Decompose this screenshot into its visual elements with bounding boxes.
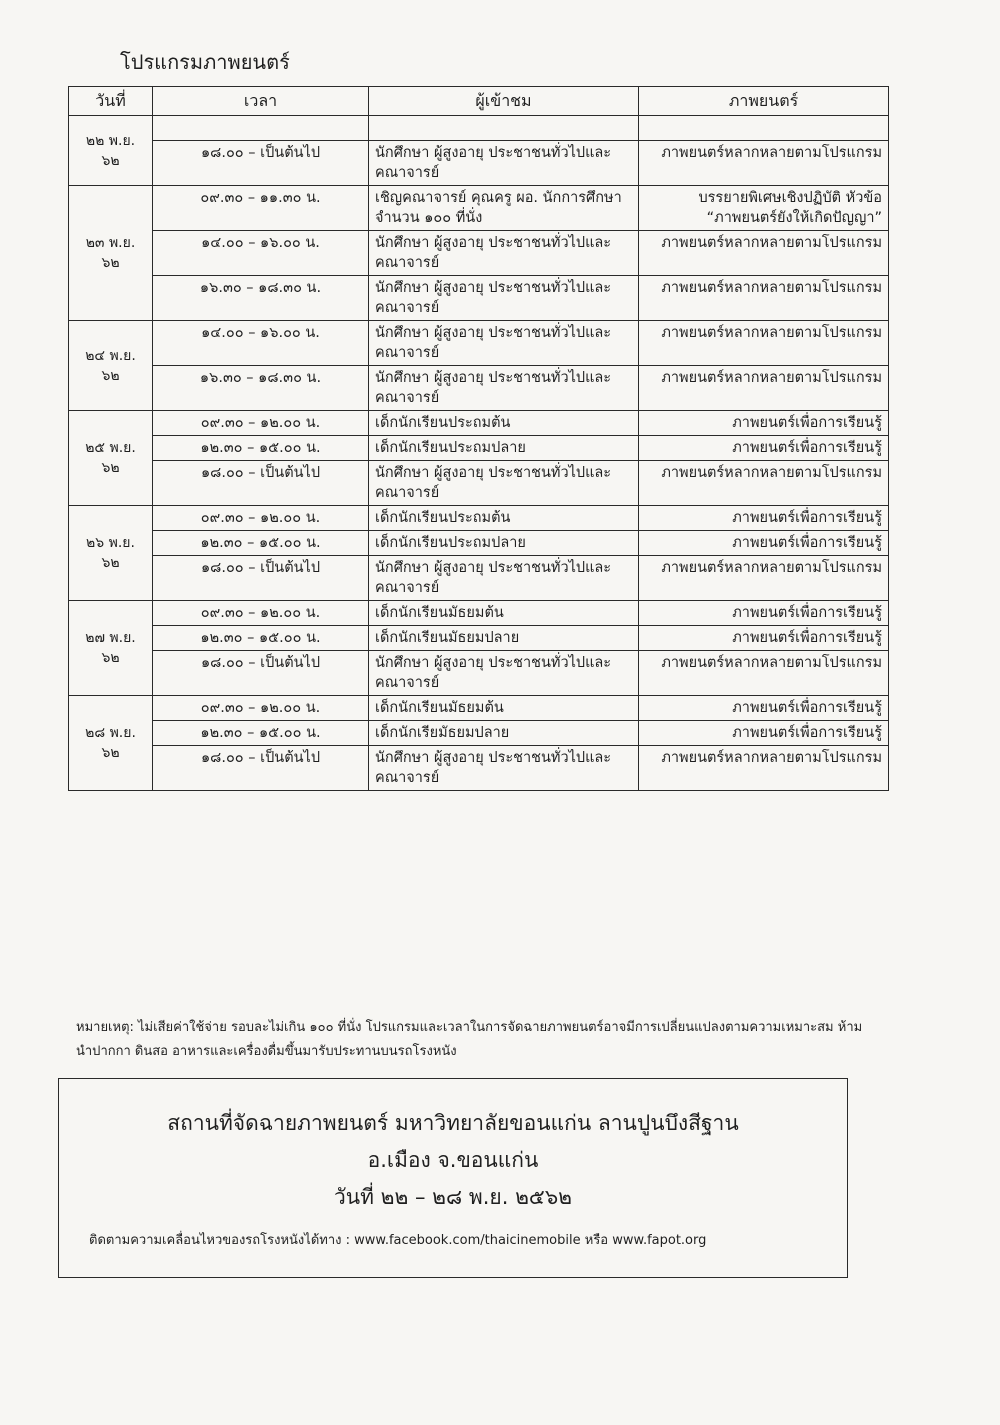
cell-audience: เด็กนักเรียนประถมปลาย	[369, 436, 639, 461]
cell-audience: นักศึกษา ผู้สูงอายุ ประชาชนทั่วไปและคณาจารย์	[369, 651, 639, 696]
schedule-row	[69, 461, 889, 506]
cell-time: ๑๒.๓๐ – ๑๕.๐๐ น.	[153, 626, 369, 651]
cell-audience: นักศึกษา ผู้สูงอายุ ประชาชนทั่วไปและคณาจารย์	[369, 746, 639, 791]
cell-film: ภาพยนตร์เพื่อการเรียนรู้	[639, 531, 889, 556]
cell-time: ๑๒.๓๐ – ๑๕.๐๐ น.	[153, 436, 369, 461]
cell-time: ๑๖.๓๐ – ๑๘.๓๐ น.	[153, 276, 369, 321]
cell-film: ภาพยนตร์เพื่อการเรียนรู้	[639, 696, 889, 721]
schedule-row	[69, 436, 889, 461]
cell-film: ภาพยนตร์หลากหลายตามโปรแกรม	[639, 321, 889, 366]
cell-audience: นักศึกษา ผู้สูงอายุ ประชาชนทั่วไปและคณาจารย์	[369, 231, 639, 276]
schedule-row	[69, 506, 889, 531]
cell-time: ๑๘.๐๐ – เป็นต้นไป	[153, 141, 369, 186]
cell-film: ภาพยนตร์เพื่อการเรียนรู้	[639, 601, 889, 626]
cell-film: ภาพยนตร์เพื่อการเรียนรู้	[639, 436, 889, 461]
cell-time: ๑๔.๐๐ – ๑๖.๐๐ น.	[153, 321, 369, 366]
schedule-body	[69, 116, 889, 791]
header-time: เวลา	[153, 87, 369, 116]
cell-audience: เด็กนักเรียนมัธยมปลาย	[369, 626, 639, 651]
cell-audience: นักศึกษา ผู้สูงอายุ ประชาชนทั่วไปและคณาจารย์	[369, 276, 639, 321]
cell-film: ภาพยนตร์หลากหลายตามโปรแกรม	[639, 556, 889, 601]
cell-film: ภาพยนตร์หลากหลายตามโปรแกรม	[639, 461, 889, 506]
cell-time: ๐๙.๓๐ – ๑๑.๓๐ น.	[153, 186, 369, 231]
cell-time: ๐๙.๓๐ – ๑๒.๐๐ น.	[153, 601, 369, 626]
cell-film: ภาพยนตร์หลากหลายตามโปรแกรม	[639, 141, 889, 186]
cell-date: ๒๘ พ.ย. ๖๒	[69, 696, 153, 791]
schedule-row	[69, 531, 889, 556]
venue-district: อ.เมือง จ.ขอนแก่น	[367, 1148, 539, 1172]
schedule-row	[69, 601, 889, 626]
cell-audience: เชิญคณาจารย์ คุณครู ผอ. นักการศึกษา จำนวน ๑๐๐ ที่นั่ง	[369, 186, 639, 231]
cell-film: ภาพยนตร์หลากหลายตามโปรแกรม	[639, 231, 889, 276]
cell-time: ๐๙.๓๐ – ๑๒.๐๐ น.	[153, 696, 369, 721]
cell-film: ภาพยนตร์เพื่อการเรียนรู้	[639, 626, 889, 651]
cell-date: ๒๓ พ.ย. ๖๒	[69, 186, 153, 321]
schedule-row	[69, 721, 889, 746]
follow-links: ติดตามความเคลื่อนไหวของรถโรงหนังได้ทาง : www.facebook.com/thaicinemobile หรือ www.fapot.org	[89, 1233, 707, 1248]
schedule-row	[69, 366, 889, 411]
cell-film: ภาพยนตร์หลากหลายตามโปรแกรม	[639, 366, 889, 411]
schedule-row	[69, 231, 889, 276]
cell-audience: เด็กนักเรียนประถมต้น	[369, 411, 639, 436]
cell-audience: นักศึกษา ผู้สูงอายุ ประชาชนทั่วไปและคณาจารย์	[369, 141, 639, 186]
cell-film: ภาพยนตร์เพื่อการเรียนรู้	[639, 721, 889, 746]
schedule-row	[69, 321, 889, 366]
venue-name: สถานที่จัดฉายภาพยนตร์ มหาวิทยาลัยขอนแก่น ลานปูนบึงสีฐาน	[167, 1111, 739, 1135]
cell-time: ๑๘.๐๐ – เป็นต้นไป	[153, 746, 369, 791]
cell-film: ภาพยนตร์หลากหลายตามโปรแกรม	[639, 276, 889, 321]
schedule-row	[69, 696, 889, 721]
note: หมายเหตุ: ไม่เสียค่าใช้จ่าย รอบละไม่เกิน ๑๐๐ ที่นั่ง โปรแกรมและเวลาในการจัดฉายภาพยนตร์อาจมีการเปลี่ยนแปลงตามความเหมาะสม ห้ามนำปากกา ดินสอ อาหารและเครื่องดื่มขึ้นมารับประทานบนรถโรงหนัง	[76, 1020, 863, 1059]
cell-time: ๑๘.๐๐ – เป็นต้นไป	[153, 461, 369, 506]
schedule-row	[69, 651, 889, 696]
schedule-table	[68, 86, 889, 791]
schedule-row	[69, 626, 889, 651]
cell-time: ๑๔.๐๐ – ๑๖.๐๐ น.	[153, 231, 369, 276]
schedule-row	[69, 116, 889, 141]
schedule-row	[69, 276, 889, 321]
schedule-row	[69, 411, 889, 436]
cell-film: ภาพยนตร์เพื่อการเรียนรู้	[639, 411, 889, 436]
cell-date: ๒๔ พ.ย. ๖๒	[69, 321, 153, 411]
cell-audience: เด็กนักเรียมัธยมปลาย	[369, 721, 639, 746]
venue-dates: วันที่ ๒๒ – ๒๘ พ.ย. ๒๕๖๒	[333, 1185, 572, 1209]
cell-time: ๐๙.๓๐ – ๑๒.๐๐ น.	[153, 411, 369, 436]
cell-film: ภาพยนตร์หลากหลายตามโปรแกรม	[639, 651, 889, 696]
cell-time: ๑๘.๐๐ – เป็นต้นไป	[153, 651, 369, 696]
cell-time: ๑๒.๓๐ – ๑๕.๐๐ น.	[153, 721, 369, 746]
header-date: วันที่	[69, 87, 153, 116]
cell-audience: นักศึกษา ผู้สูงอายุ ประชาชนทั่วไปและคณาจารย์	[369, 461, 639, 506]
header-film: ภาพยนตร์	[639, 87, 889, 116]
cell-audience: เด็กนักเรียนมัธยมต้น	[369, 601, 639, 626]
venue-box	[58, 1078, 848, 1278]
schedule-row	[69, 746, 889, 791]
cell-audience: นักศึกษา ผู้สูงอายุ ประชาชนทั่วไปและคณาจารย์	[369, 366, 639, 411]
cell-time	[153, 116, 369, 141]
schedule-header-row	[69, 87, 889, 116]
cell-audience: เด็กนักเรียนประถมปลาย	[369, 531, 639, 556]
cell-time: ๑๖.๓๐ – ๑๘.๓๐ น.	[153, 366, 369, 411]
cell-time: ๑๘.๐๐ – เป็นต้นไป	[153, 556, 369, 601]
cell-time: ๐๙.๓๐ – ๑๒.๐๐ น.	[153, 506, 369, 531]
schedule-row	[69, 141, 889, 186]
cell-film: บรรยายพิเศษเชิงปฏิบัติ หัวข้อ “ภาพยนตร์ยังให้เกิดปัญญา”	[639, 186, 889, 231]
cell-film: ภาพยนตร์หลากหลายตามโปรแกรม	[639, 746, 889, 791]
cell-audience: เด็กนักเรียนประถมต้น	[369, 506, 639, 531]
cell-date: ๒๕ พ.ย. ๖๒	[69, 411, 153, 506]
schedule-row	[69, 186, 889, 231]
cell-audience: นักศึกษา ผู้สูงอายุ ประชาชนทั่วไปและคณาจารย์	[369, 556, 639, 601]
cell-date: ๒๖ พ.ย. ๖๒	[69, 506, 153, 601]
cell-audience	[369, 116, 639, 141]
cell-film	[639, 116, 889, 141]
page-title: โปรแกรมภาพยนตร์	[120, 50, 290, 74]
cell-audience: นักศึกษา ผู้สูงอายุ ประชาชนทั่วไปและคณาจารย์	[369, 321, 639, 366]
header-audience: ผู้เข้าชม	[369, 87, 639, 116]
cell-audience: เด็กนักเรียนมัธยมต้น	[369, 696, 639, 721]
cell-film: ภาพยนตร์เพื่อการเรียนรู้	[639, 506, 889, 531]
cell-date: ๒๗ พ.ย. ๖๒	[69, 601, 153, 696]
schedule-row	[69, 556, 889, 601]
cell-time: ๑๒.๓๐ – ๑๕.๐๐ น.	[153, 531, 369, 556]
cell-date: ๒๒ พ.ย. ๖๒	[69, 116, 153, 186]
